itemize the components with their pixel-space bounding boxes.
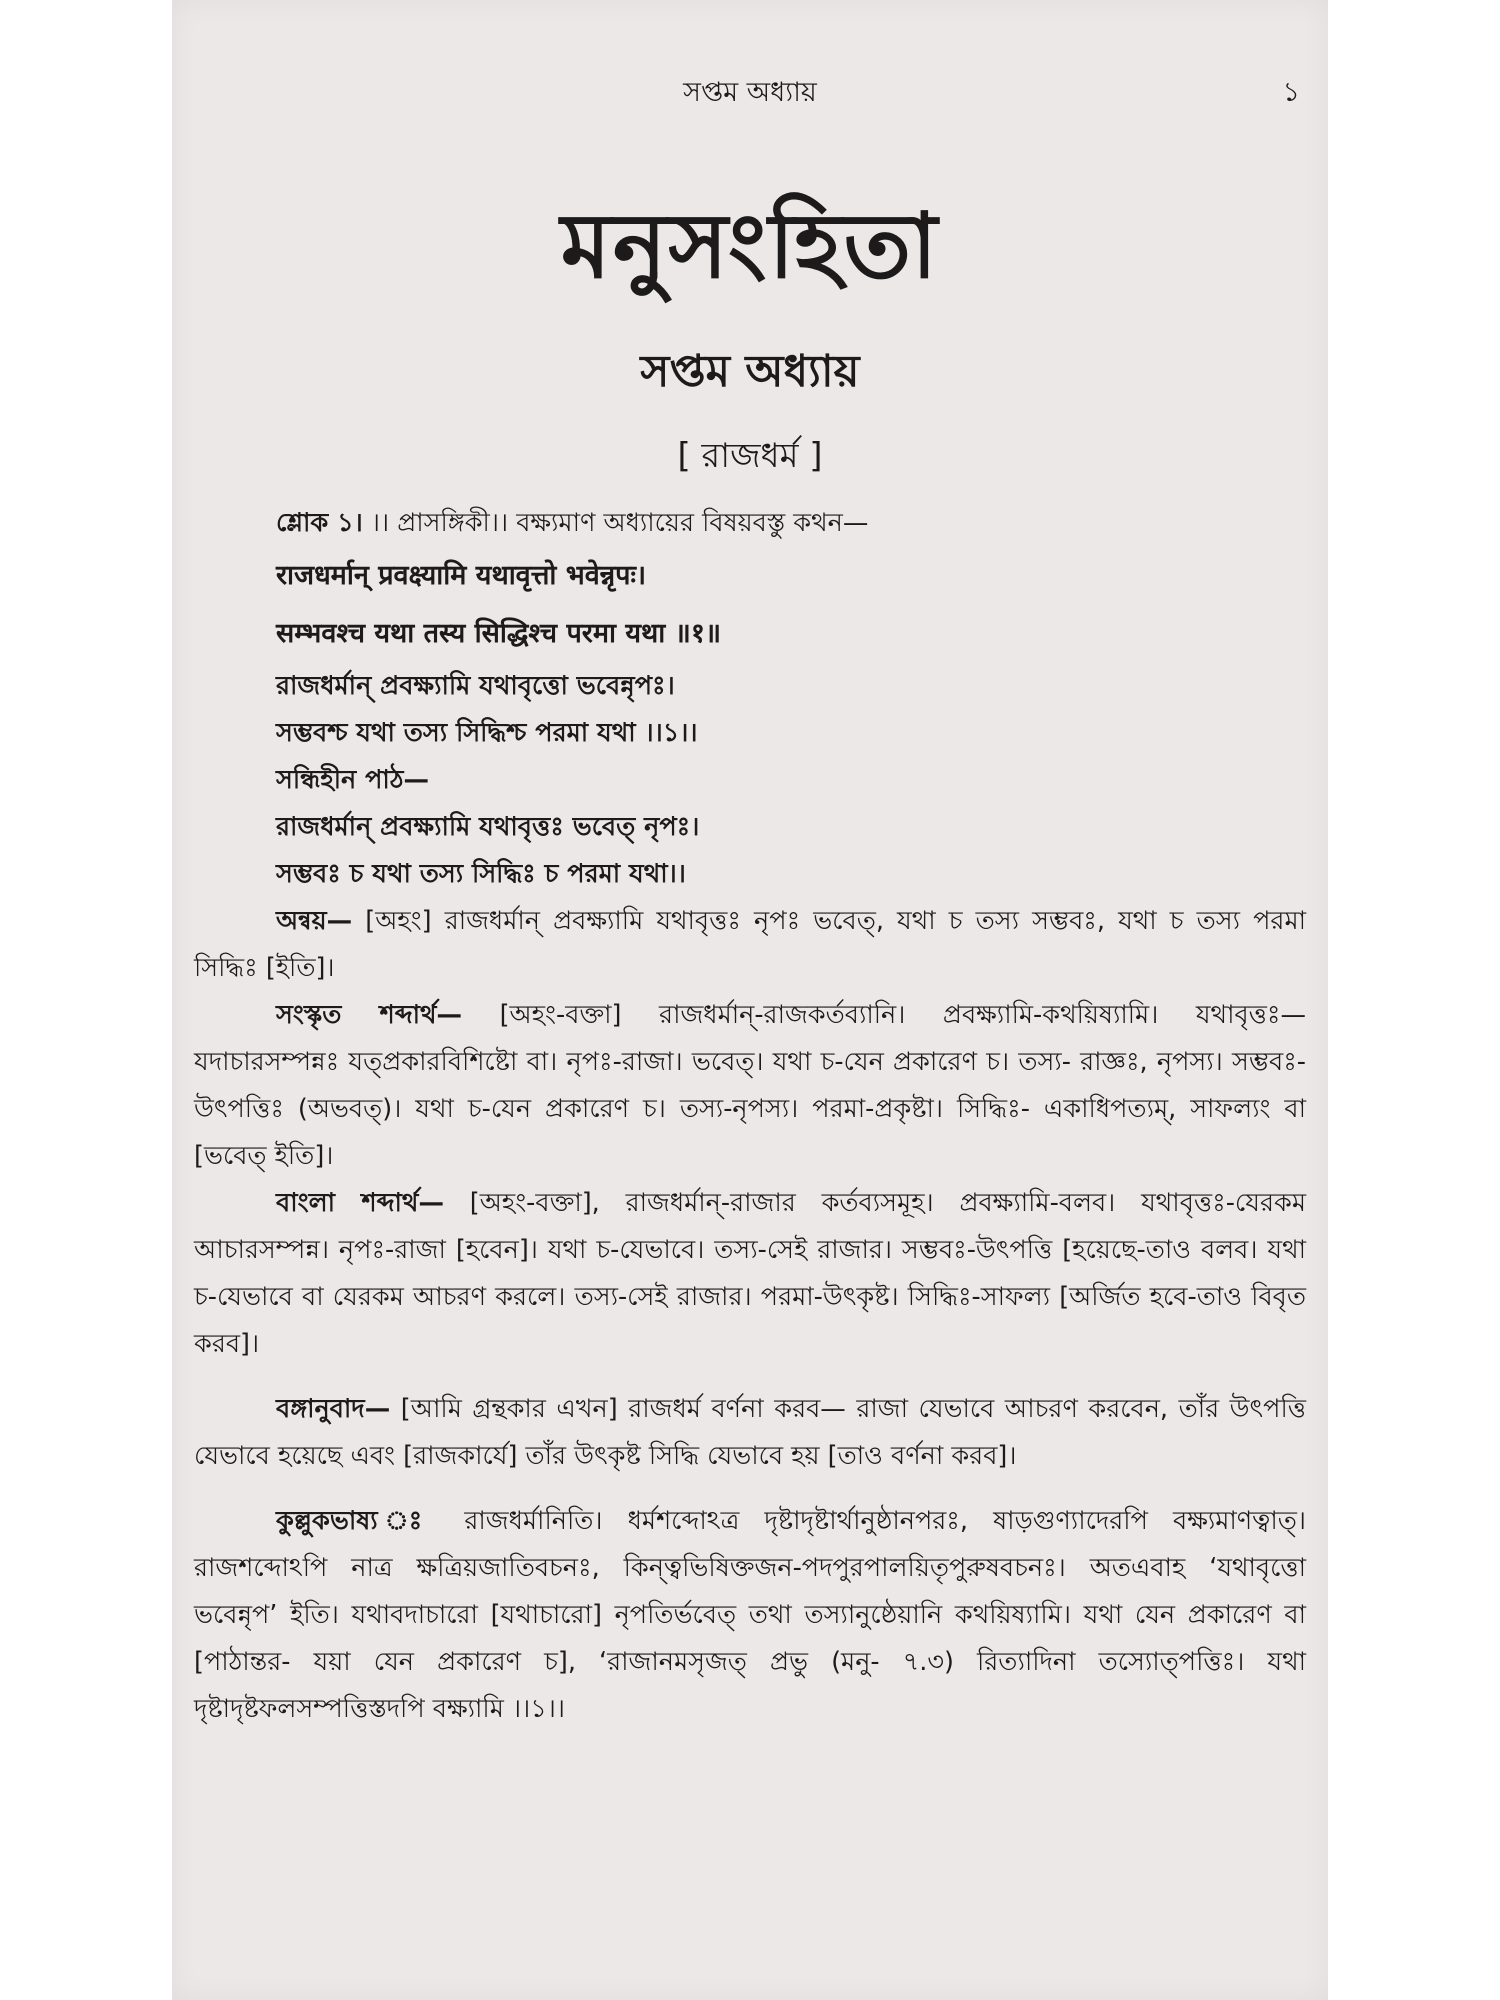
shloka-intro <box>194 500 1306 547</box>
running-header: সপ্তম অধ্যায় <box>683 77 817 108</box>
sandhi-label: সন্ধিহীন পাঠ— <box>276 765 429 795</box>
commentary-text: রাজধর্মানিতি। ধর্মশব্দোঽত্র দৃষ্টাদৃষ্টার্থানুষ্ঠানপরঃ, ষাড়গুণ্যাদেরপি বক্ষ্যমাণত্বাত্। রাজশব্দোঽপি নাত্র ক্ষত্রিয়জাতিবচনঃ, কিন্ত্বভিষিক্তজন-পদপুরপালয়িতৃপুরুষবচনঃ। অতএবাহ ‘যথাবৃত্তো ভবেন্নৃপ’ ইতি। যথাবদাচারো [যথাচারো] নৃপতির্ভবেত্ তথা তস্যানুষ্ঠেয়ানি কথয়িষ্যামি। যথা যেন প্রকারেণ বা [পাঠান্তর- যয়া যেন প্রকারেণ চ], ‘রাজানমসৃজত্ প্রভু (মনু- ৭.৩) রিত্যাদিনা তস্যোত্পত্তিঃ। যথা দৃষ্টাদৃষ্টফলসম্পত্তিস্তদপি বক্ষ্যামি ।।১।। <box>194 1506 1307 1724</box>
shloka-intro-text: ।। প্রাসঙ্গিকী।। বক্ষ্যমাণ অধ্যায়ের বিষয়বস্তু কথন— <box>362 508 869 538</box>
anvaya-text: [অহং] রাজধর্মান্ প্রবক্ষ্যামি যথাবৃত্তঃ নৃপঃ ভবেত্, যথা চ তস্য সম্ভবঃ, যথা চ তস্য পরমা সিদ্ধিঃ [ইতি]। <box>194 906 1306 983</box>
sanskrit-verse-line-2: सम्भवश्च यथा तस्य सिद्धिश्च परमा यथा ॥१॥ <box>276 618 722 649</box>
sandhi-line-2: সম্ভবঃ চ যথা তস্য সিদ্ধিঃ চ পরমা যথা।। <box>276 859 686 889</box>
bengali-verse-line-1: রাজধর্মান্ প্রবক্ষ্যামি যথাবৃত্তো ভবেন্নৃপঃ। <box>276 671 675 701</box>
page-number: ১ <box>1282 77 1300 108</box>
bangla-meaning-paragraph <box>194 1180 1306 1368</box>
bangla-meaning-text: [অহং-বক্তা], রাজধর্মান্-রাজার কর্তব্যসমূহ। প্রবক্ষ্যামি-বলব। যথাবৃত্তঃ-যেরকম আচারসম্পন্ন। নৃপঃ-রাজা [হবেন]। যথা চ-যেভাবে। তস্য-সেই রাজার। সম্ভবঃ-উৎপত্তি [হয়েছে-তাও বলব। যথা চ-যেভাবে বা যেরকম আচরণ করলে। তস্য-সেই রাজার। পরমা-উৎকৃষ্ট। সিদ্ধিঃ-সাফল্য [অর্জিত হবে-তাও বিবৃত করব]। <box>194 1188 1306 1359</box>
sanskrit-verse-line-1: राजधर्मान् प्रवक्ष्यामि यथावृत्तो भवेन्नृपः। <box>276 560 647 591</box>
anvaya-paragraph <box>194 898 1306 992</box>
bangla-meaning-label: বাংলা শব্দার্থ— <box>276 1188 444 1218</box>
sanskrit-meaning-paragraph <box>194 992 1306 1180</box>
book-title: মনুসংহিতা <box>560 194 940 299</box>
section-title: [ রাজধর্ম ] <box>677 436 823 476</box>
sanskrit-meaning-text: [অহং-বক্তা] রাজধর্মান্-রাজকর্তব্যানি। প্রবক্ষ্যামি-কথয়িষ্যামি। যথাবৃত্তঃ— যদাচারসম্পন্নঃ যত্প্রকারবিশিষ্টো বা। নৃপঃ-রাজা। ভবেত্। যথা চ-যেন প্রকারেণ চ। তস্য- রাজ্ঞঃ, নৃপস্য। সম্ভবঃ- উৎপত্তিঃ (অভবত্)। যথা চ-যেন প্রকারেণ চ। তস্য-নৃপস্য। পরমা-প্রকৃষ্টা। সিদ্ধিঃ- একাধিপত্যম্, সাফল্যং বা [ভবেত্ ইতি]। <box>194 1000 1306 1171</box>
translation-text: [আমি গ্রন্থকার এখন] রাজধর্ম বর্ণনা করব— রাজা যেভাবে আচরণ করবেন, তাঁর উৎপত্তি যেভাবে হয়েছে এবং [রাজকার্যে] তাঁর উৎকৃষ্ট সিদ্ধি যেভাবে হয় [তাও বর্ণনা করব]। <box>194 1394 1306 1471</box>
commentary-paragraph <box>194 1498 1306 1733</box>
shloka-label: শ্লোক ১। <box>276 508 363 538</box>
commentary-label: কুল্লুকভাষ্য ঃ <box>276 1506 440 1536</box>
translation-paragraph <box>194 1386 1306 1480</box>
page-body <box>194 500 1306 1733</box>
sandhi-line-1: রাজধর্মান্ প্রবক্ষ্যামি যথাবৃত্তঃ ভবেত্ নৃপঃ। <box>276 812 700 842</box>
bengali-verse-line-2: সম্ভবশ্চ যথা তস্য সিদ্ধিশ্চ পরমা যথা ।।১।। <box>276 718 698 748</box>
book-page <box>172 0 1328 2000</box>
translation-label: বঙ্গানুবাদ— <box>276 1394 391 1424</box>
sanskrit-meaning-label: সংস্কৃত শব্দার্থ— <box>276 1000 463 1030</box>
anvaya-label: অন্বয়— <box>276 906 353 936</box>
chapter-title: সপ্তম অধ্যায় <box>640 346 860 397</box>
